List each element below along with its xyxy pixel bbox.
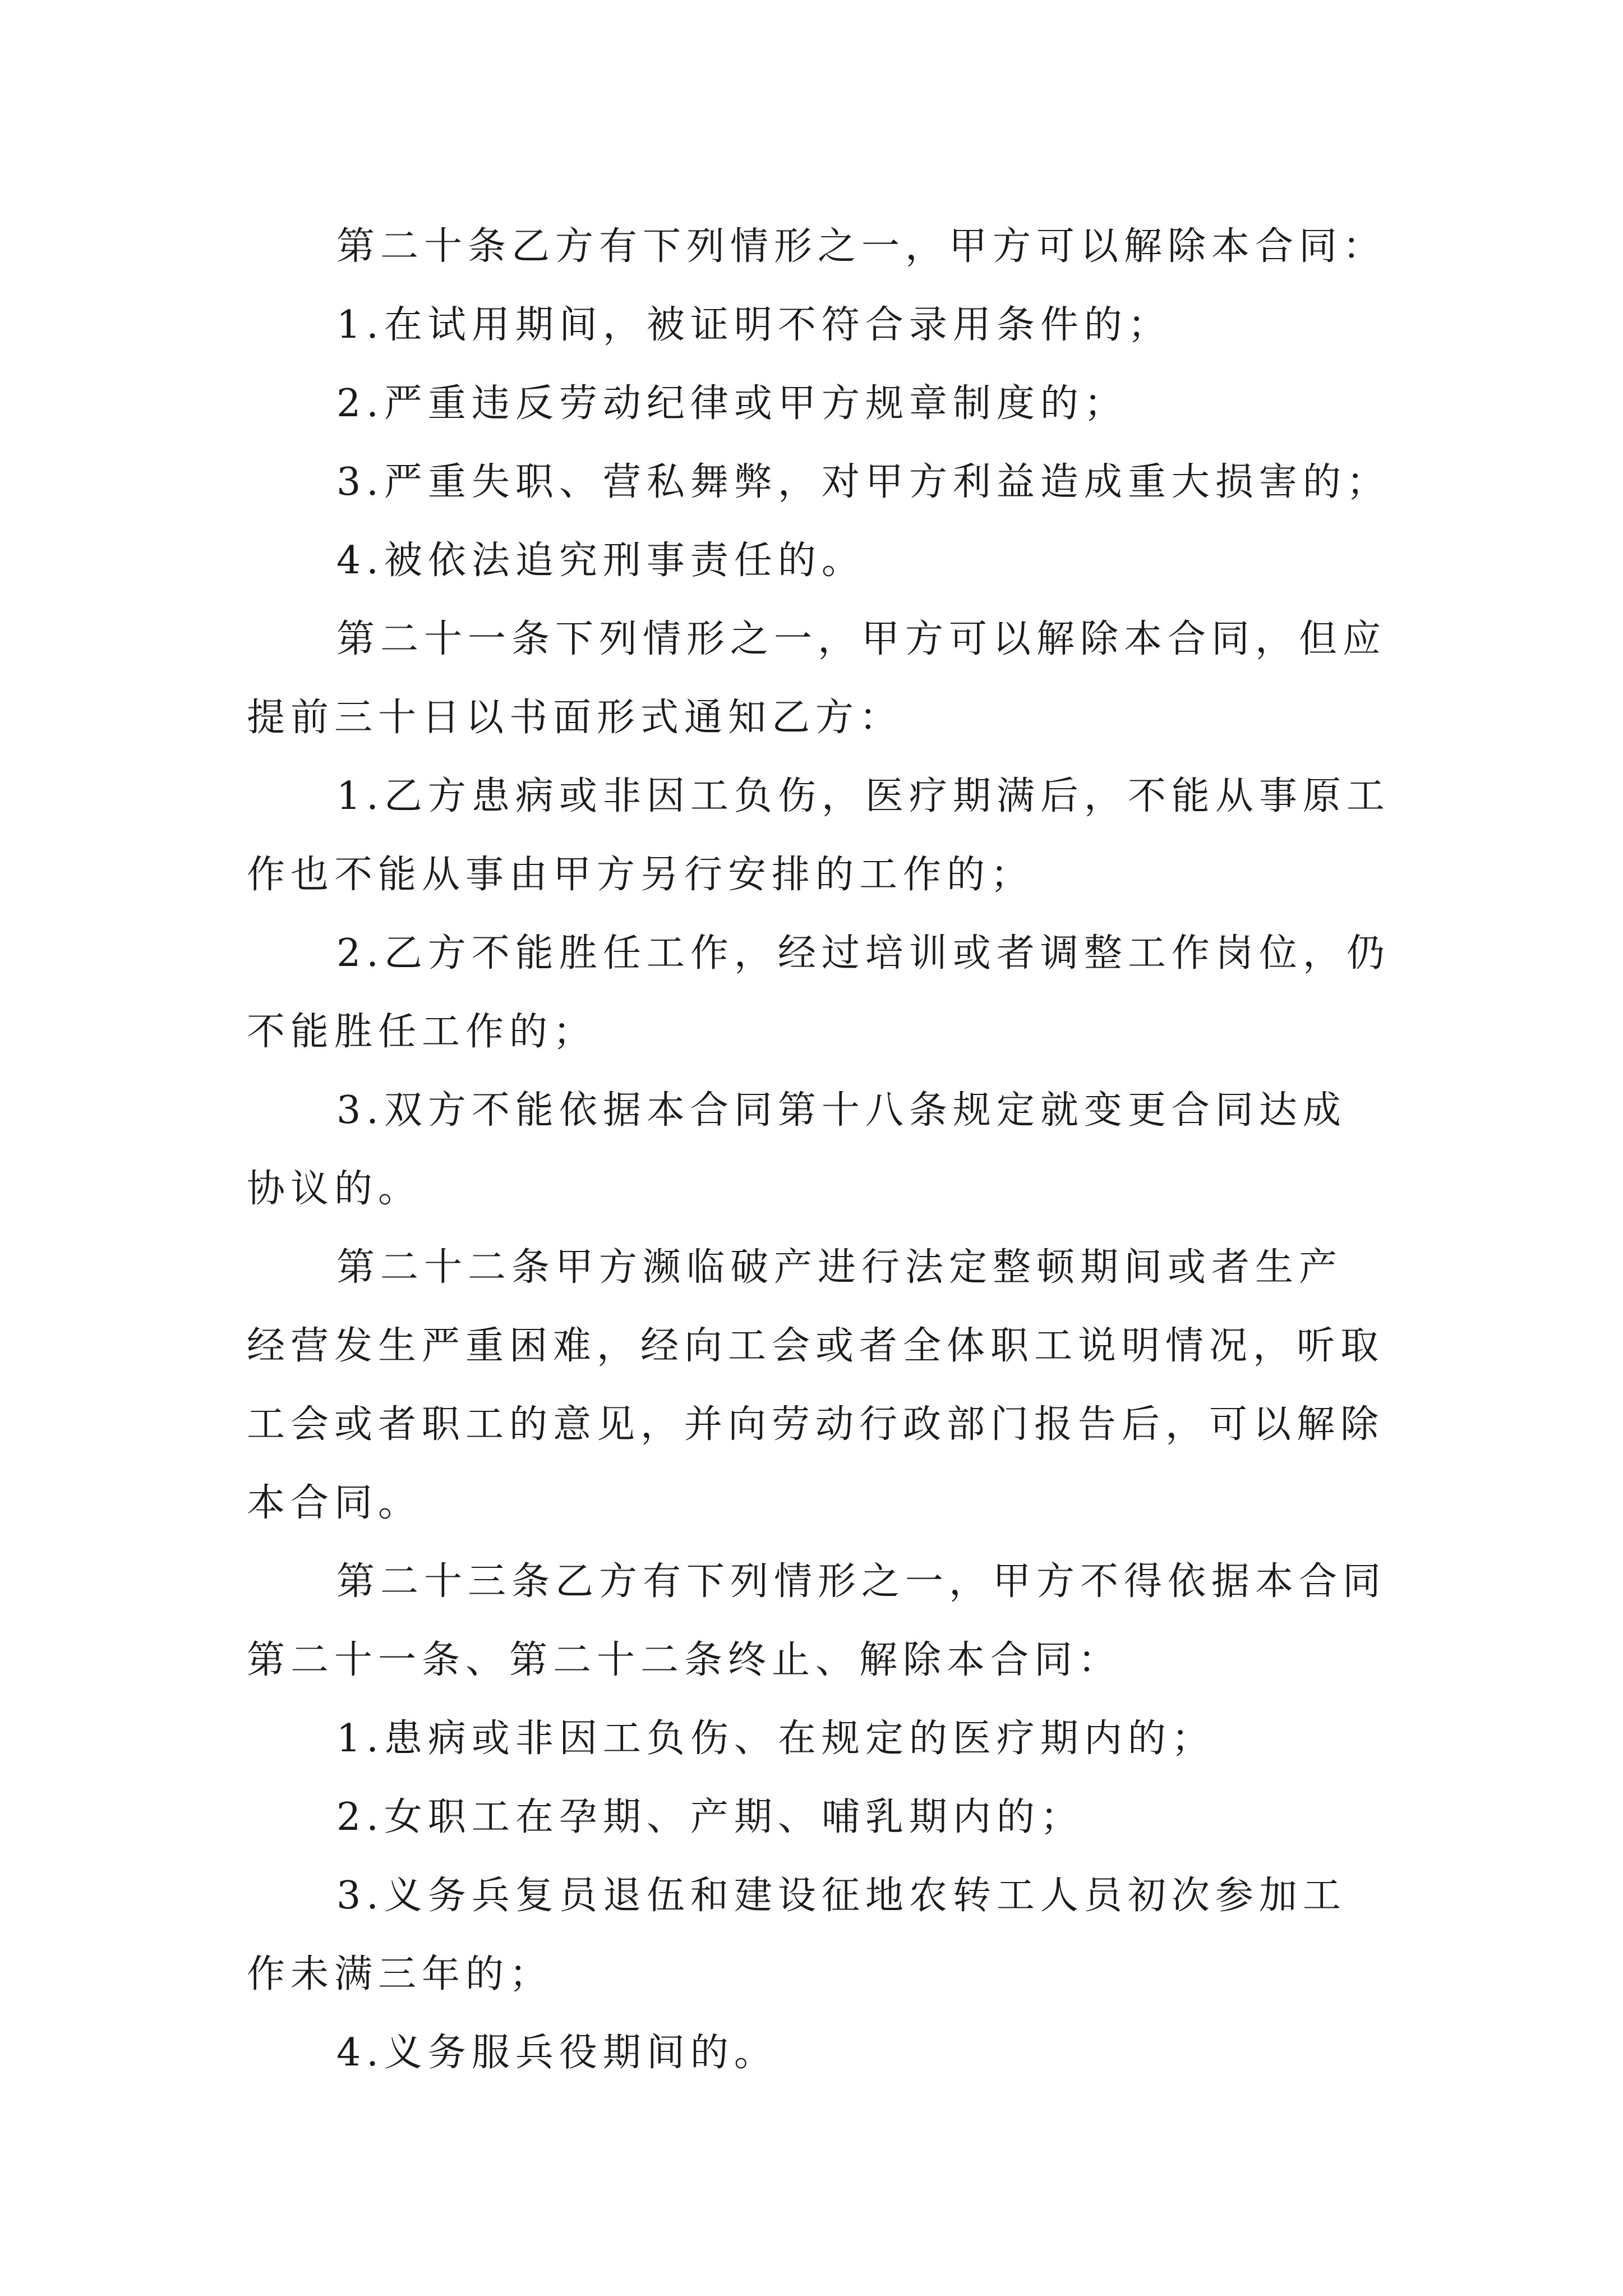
article-22-line-1: 第二十二条甲方濒临破产进行法定整顿期间或者生产 xyxy=(336,1245,1343,1290)
article-23-item-3-line-2: 作未满三年的； xyxy=(247,1952,554,1996)
article-21-item-1-line-2: 作也不能从事由甲方另行安排的工作的； xyxy=(247,853,1035,897)
article-23-item-1: 1.患病或非因工负伤、在规定的医疗期内的； xyxy=(336,1717,1215,1761)
article-21-item-1-line-1: 1.乙方患病或非因工负伤，医疗期满后，不能从事原工 xyxy=(336,774,1390,818)
article-21-heading-line-2: 提前三十日以书面形式通知乙方： xyxy=(247,696,903,740)
article-23-item-2: 2.女职工在孕期、产期、哺乳期内的； xyxy=(336,1795,1084,1839)
article-20-heading: 第二十条乙方有下列情形之一，甲方可以解除本合同： xyxy=(336,224,1387,269)
article-20-item-1: 1.在试用期间，被证明不符合录用条件的； xyxy=(336,303,1172,347)
article-20-item-3: 3.严重失职、营私舞弊，对甲方利益造成重大损害的； xyxy=(336,460,1390,504)
article-20-item-4: 4.被依法追究刑事责任的。 xyxy=(336,539,865,583)
article-21-item-2-line-1: 2.乙方不能胜任工作，经过培训或者调整工作岗位，仍 xyxy=(336,931,1390,976)
article-23-heading-line-2: 第二十一条、第二十二条终止、解除本合同： xyxy=(247,1638,1122,1682)
article-21-item-3-line-1: 3.双方不能依据本合同第十八条规定就变更合同达成 xyxy=(336,1088,1347,1133)
article-21-heading-line-1: 第二十一条下列情形之一，甲方可以解除本合同，但应 xyxy=(336,617,1387,661)
article-21-item-3-line-2: 协议的。 xyxy=(247,1167,422,1211)
article-20-item-2: 2.严重违反劳动纪律或甲方规章制度的； xyxy=(336,381,1128,426)
article-23-item-3-line-1: 3.义务兵复员退伍和建设征地农转工人员初次参加工 xyxy=(336,1874,1347,1918)
article-22-line-3: 工会或者职工的意见，并向劳动行政部门报告后，可以解除 xyxy=(247,1402,1385,1447)
article-21-item-2-line-2: 不能胜任工作的； xyxy=(247,1010,597,1054)
article-23-heading-line-1: 第二十三条乙方有下列情形之一，甲方不得依据本合同 xyxy=(336,1559,1387,1604)
article-22-line-2: 经营发生严重困难，经向工会或者全体职工说明情况，听取 xyxy=(247,1324,1385,1368)
article-22-line-4: 本合同。 xyxy=(247,1481,422,1525)
article-23-item-4: 4.义务服兵役期间的。 xyxy=(336,2031,778,2075)
